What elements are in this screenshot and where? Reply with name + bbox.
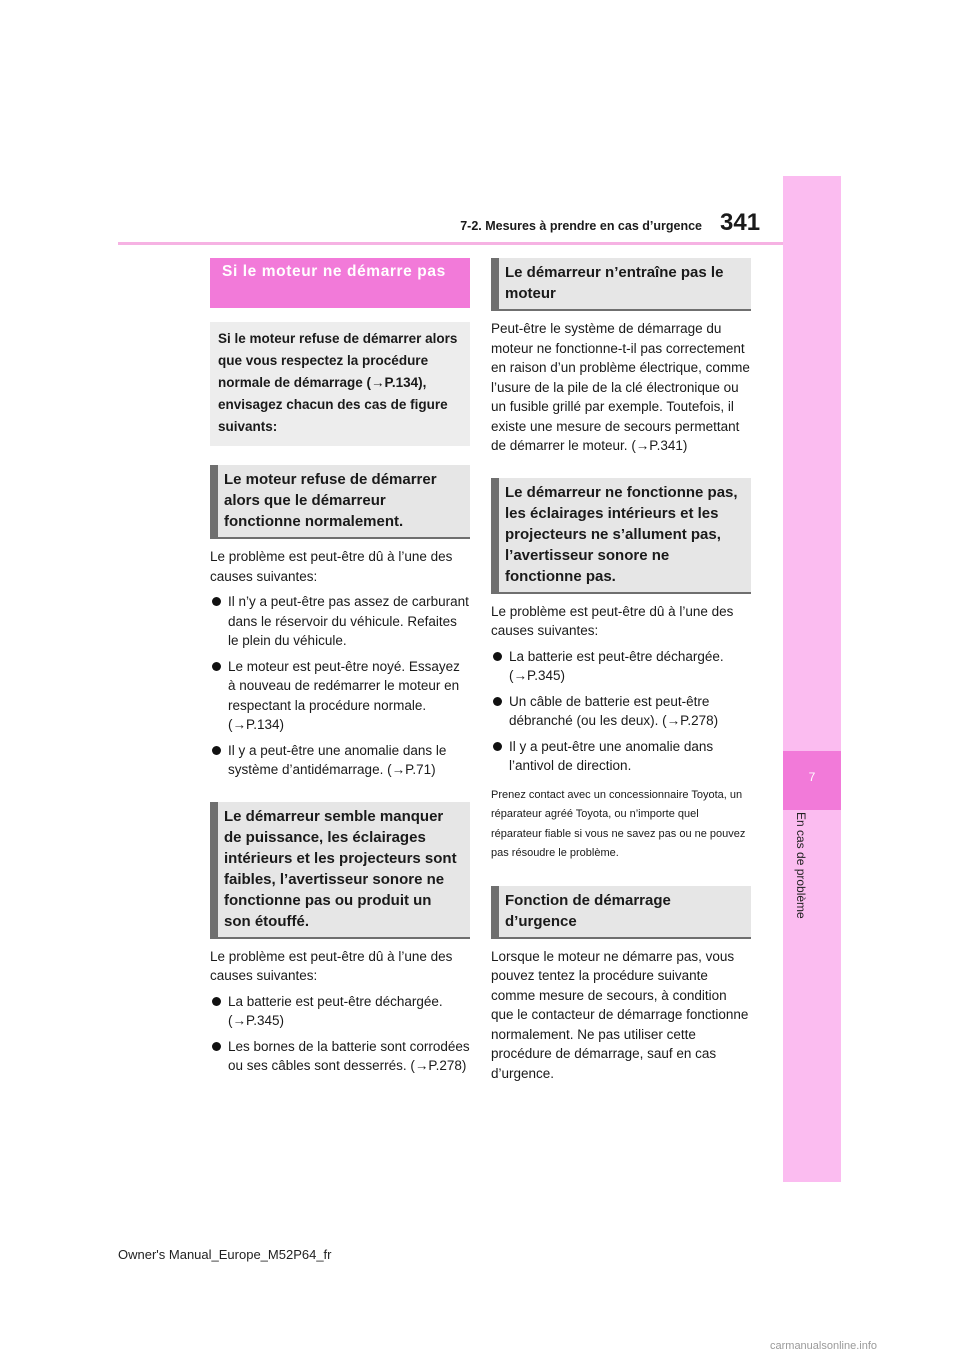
main-section-title: Si le moteur ne démarre pas [210,258,470,308]
list-item: Il y a peut-être une anomalie dans le système d’antidémarrage. (→P.71) [210,741,470,780]
list-item: Il y a peut-être une anomalie dans l’antivol de direction. [491,737,751,776]
chapter-number: 7 [808,770,816,784]
list-item: Le moteur est peut-être noyé. Essayez à nouveau de redémarrer le moteur en respectant la procédure normale. (→P.134) [210,657,470,735]
chapter-side-tab [783,176,841,1182]
section-heading: Le moteur refuse de démarrer alors que le démarreur fonctionne normalement. [210,465,470,539]
right-column [491,258,751,1083]
list-item: Un câble de batterie est peut-être débranché (ou les deux). (→P.278) [491,692,751,731]
section-heading: Le démarreur ne fonctionne pas, les éclairages intérieurs et les projecteurs ne s’allument pas, l’avertisseur sonore ne fonctionne pas. [491,478,751,594]
contact-note: Prenez contact avec un concessionnaire Toyota, un réparateur agréé Toyota, ou n’importe quel réparateur fiable si vous ne savez pas ou ne pouvez pas résoudre le problème. [491,788,746,859]
cause-list [491,647,751,776]
intro-box: Si le moteur refuse de démarrer alors que vous respectez la procédure normale de démarrage (→P.134), envisagez chacun des cas de figure suivants: [210,322,470,446]
watermark: carmanualsonline.info [770,1340,878,1352]
page-number: 341 [720,209,761,236]
section-heading: Le démarreur semble manquer de puissance, les éclairages intérieurs et les projecteurs sont faibles, l’avertisseur sonore ne fonctionne pas ou produit un son étouffé. [210,802,470,939]
section-heading: Le démarreur n’entraîne pas le moteur [491,258,751,311]
list-item: La batterie est peut-être déchargée. (→P.345) [210,992,470,1031]
list-item: Il n’y a peut-être pas assez de carburant dans le réservoir du véhicule. Refaites le plein du véhicule. [210,592,470,651]
section-heading: Fonction de démarrage d’urgence [491,886,751,939]
cause-list [210,992,470,1076]
section-lead: Le problème est peut-être dû à l’une des causes suivantes: [210,948,453,983]
chapter-label: En cas de problème [794,812,808,919]
cause-list [210,592,470,780]
header-rule [118,242,784,245]
list-item: Les bornes de la batterie sont corrodées ou ses câbles sont desserrés. (→P.278) [210,1037,470,1076]
section-body: Peut-être le système de démarrage du moteur ne fonctionne-t-il pas correctement en raison d’un problème électrique, comme l’usure de la pile de la clé électronique ou un fusible grillé par exemple. Toutefois, il existe une mesure de secours permettant de démarrer le moteur. (→P.341) [491,321,750,453]
section-title: 7-2. Mesures à prendre en cas d’urgence [460,219,702,233]
section-lead: Le problème est peut-être dû à l’une des causes suivantes: [210,549,453,584]
section-body: Lorsque le moteur ne démarre pas, vous pouvez tentez la procédure suivante comme mesure de secours, à condition que le contacteur de démarrage fonctionne normalement. Ne pas utiliser cette procédure de démarrage, sauf en cas d’urgence. [491,948,749,1081]
section-lead: Le problème est peut-être dû à l’une des causes suivantes: [491,603,734,638]
left-column [210,258,470,1082]
footer-text: Owner's Manual_Europe_M52P64_fr [118,1247,332,1262]
list-item: La batterie est peut-être déchargée. (→P.345) [491,647,751,686]
